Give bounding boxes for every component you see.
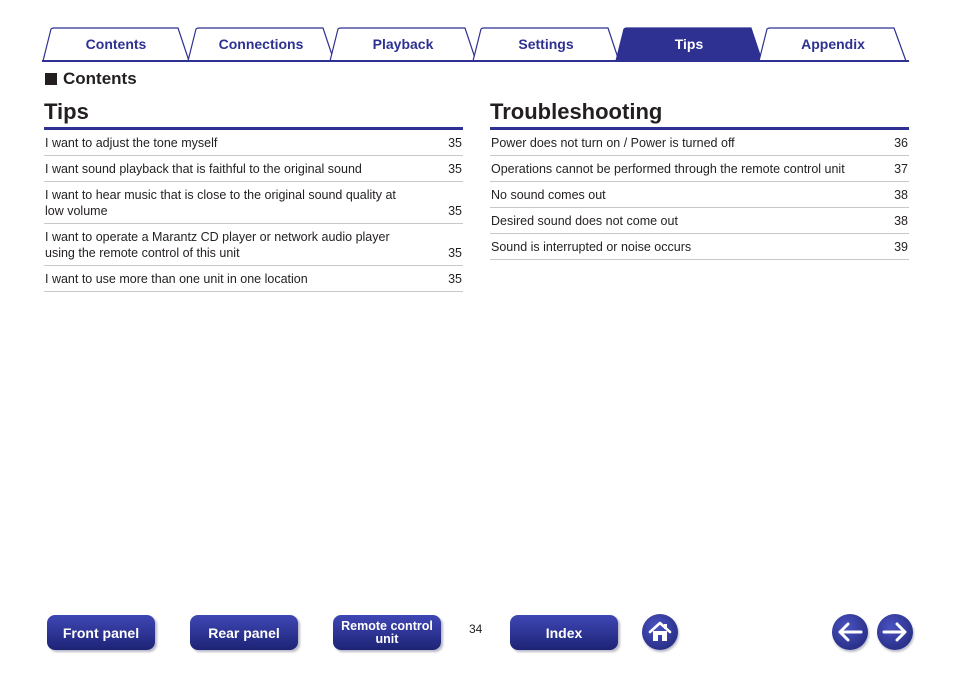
toc-link[interactable] bbox=[490, 182, 909, 208]
toc-link[interactable] bbox=[490, 130, 909, 156]
tab-contents[interactable] bbox=[42, 27, 190, 60]
toc-text: I want to operate a Marantz CD player or network audio player using the remote control of this unit bbox=[45, 230, 390, 260]
tab-tips[interactable] bbox=[615, 27, 763, 60]
toc-page: 37 bbox=[894, 162, 908, 176]
toc-text: I want to hear music that is close to the original sound quality at low volume bbox=[45, 188, 396, 218]
toc-text: No sound comes out bbox=[491, 188, 606, 202]
front-panel-button[interactable] bbox=[47, 615, 155, 650]
troubleshooting-section bbox=[490, 100, 909, 260]
tab-connections[interactable] bbox=[187, 27, 335, 60]
page-number: 34 bbox=[469, 622, 483, 636]
button-label: Rear panel bbox=[208, 624, 280, 641]
next-page-button[interactable] bbox=[877, 614, 913, 650]
previous-page-button[interactable] bbox=[832, 614, 868, 650]
tab-bar bbox=[42, 27, 909, 62]
toc-page: 38 bbox=[894, 214, 908, 228]
toc-link[interactable] bbox=[490, 156, 909, 182]
toc-link[interactable] bbox=[490, 234, 909, 260]
toc-link[interactable] bbox=[44, 224, 463, 266]
tab-label: Connections bbox=[218, 35, 304, 52]
home-button[interactable] bbox=[642, 614, 678, 650]
toc-link[interactable] bbox=[44, 156, 463, 182]
square-bullet-icon bbox=[45, 73, 57, 85]
tab-label: Tips bbox=[674, 35, 704, 52]
toc-page: 36 bbox=[894, 136, 908, 150]
toc-text: I want sound playback that is faithful to the original sound bbox=[45, 162, 362, 176]
button-label: Index bbox=[545, 624, 583, 641]
remote-control-unit-button[interactable] bbox=[333, 615, 441, 650]
toc-text: I want to use more than one unit in one location bbox=[45, 272, 308, 286]
tab-label: Playback bbox=[372, 35, 434, 52]
arrow-left-icon bbox=[836, 620, 864, 644]
toc-page: 38 bbox=[894, 188, 908, 202]
toc-page: 35 bbox=[448, 246, 462, 260]
arrow-right-icon bbox=[881, 620, 909, 644]
toc-page: 35 bbox=[448, 272, 462, 286]
contents-link-label: Contents bbox=[63, 69, 137, 88]
section-title: Tips bbox=[44, 99, 89, 124]
toc-link[interactable] bbox=[44, 182, 463, 224]
contents-link[interactable] bbox=[45, 69, 137, 89]
index-button[interactable] bbox=[510, 615, 618, 650]
section-title: Troubleshooting bbox=[490, 99, 663, 124]
tab-label: Contents bbox=[85, 35, 147, 52]
button-label-line2: unit bbox=[375, 631, 399, 646]
rear-panel-button[interactable] bbox=[190, 615, 298, 650]
toc-text: Power does not turn on / Power is turned off bbox=[491, 136, 735, 150]
button-label: Front panel bbox=[62, 624, 140, 641]
button-label-line1: Remote control bbox=[341, 618, 433, 633]
toc-page: 35 bbox=[448, 136, 462, 150]
toc-link[interactable] bbox=[490, 208, 909, 234]
toc-page: 39 bbox=[894, 240, 908, 254]
tips-section bbox=[44, 100, 463, 292]
toc-page: 35 bbox=[448, 204, 462, 218]
toc-text: Operations cannot be performed through the remote control unit bbox=[491, 162, 845, 176]
toc-link[interactable] bbox=[44, 266, 463, 292]
toc-link[interactable] bbox=[44, 130, 463, 156]
home-icon bbox=[647, 619, 673, 645]
toc-page: 35 bbox=[448, 162, 462, 176]
tab-underline bbox=[42, 60, 909, 62]
tab-appendix[interactable] bbox=[758, 27, 908, 60]
tab-label: Settings bbox=[518, 35, 574, 52]
toc-text: I want to adjust the tone myself bbox=[45, 136, 218, 150]
tab-settings[interactable] bbox=[472, 27, 620, 60]
tab-label: Appendix bbox=[801, 35, 865, 52]
toc-text: Sound is interrupted or noise occurs bbox=[491, 240, 692, 254]
tab-playback[interactable] bbox=[329, 27, 477, 60]
toc-text: Desired sound does not come out bbox=[491, 214, 678, 228]
